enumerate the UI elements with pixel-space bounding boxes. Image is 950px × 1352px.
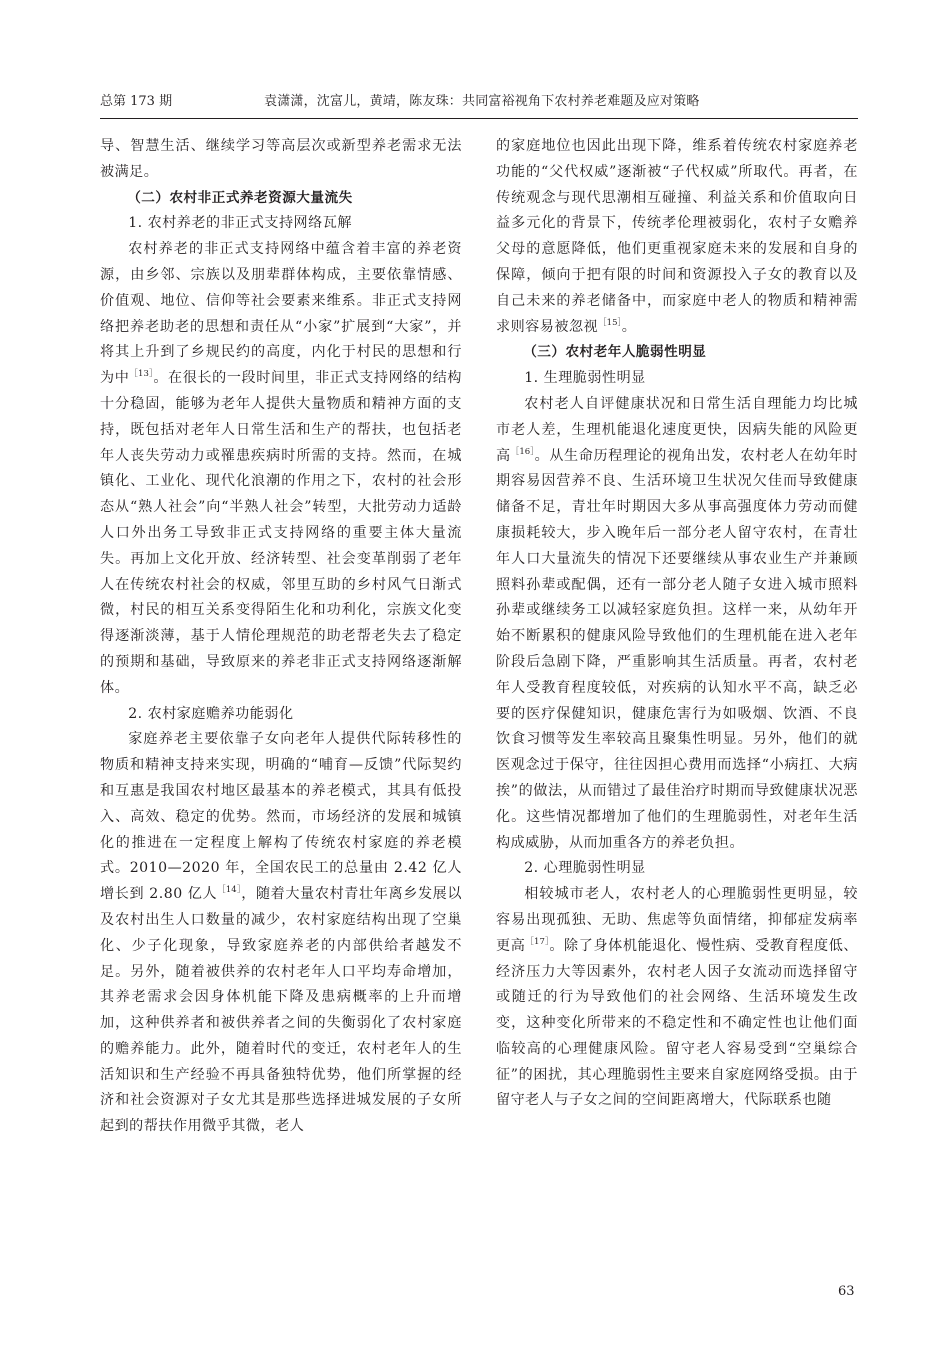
left-column	[100, 134, 462, 1140]
citation-15: ［15］	[598, 317, 622, 328]
paragraph-continuation: 导、智慧生活、继续学习等高层次或新型养老需求无法被满足。	[100, 138, 462, 180]
paragraph-psychological-vulnerability: 相较城市老人，农村老人的心理脆弱性更明显，较容易出现孤独、无助、焦虑等负面情绪，抑郁症发病率更高$^{[17]}$。除了身体机能退化、慢性病、受教育程度低、经济压力大等因素外，农村老人因子女流动而选择留守或随迁的行为导致他们的社会网络、生活环境发生改变，这种变化所带来的不稳定性和不确定性也让他们面临较高的心理健康风险。留守老人容易受到“空巢综合征”的困扰，其心理脆弱性主要来自家庭网络受损。由于留守老人与子女之间的空间距离增大，代际联系也随	[496, 886, 859, 1109]
paragraph-physical-vulnerability: 农村老人自评健康状况和日常生活自理能力均比城市老人差，生理机能退化速度更快，因病失能的风险更高$^{[16]}$。从生命历程理论的视角出发，农村老人在幼年时期容易因营养不良、生活环境卫生状况欠佳而导致健康储备不足，青壮年时期因大多从事高强度体力劳动而健康损耗较大，步入晚年后一部分老人留守农村，在青壮年人口大量流失的情况下还要继续从事农业生产并兼顾照料孙辈或配偶，还有一部分老人随子女进入城市照料孙辈或继续务工以减轻家庭负担。这样一来，从幼年开始不断累积的健康风险导致他们的生理机能在进入老年阶段后急剧下降，严重影响其生活质量。再者，农村老年人受教育程度较低，对疾病的认知水平不高，缺乏必要的医疗保健知识，健康危害行为如吸烟、饮酒、不良饮食习惯等发生率较高且聚集性明显。另外，他们的就医观念过于保守，往往因担心费用而选择“小病扛、大病挨”的做法，从而错过了最佳治疗时期而导致健康状况恶化。这些情况都增加了他们的生理脆弱性，对老年生活构成威胁，从而加重各方的养老负担。	[496, 395, 859, 851]
citation-16: ［16］	[510, 446, 535, 457]
subsection-heading-2-1: 1. 农村养老的非正式支持网络瓦解	[128, 215, 352, 232]
paragraph-informal-network: 农村养老的非正式支持网络中蕴含着丰富的养老资源，由乡邻、宗族以及朋辈群体构成，主要依靠情感、价值观、地位、信仰等社会要素来维系。非正式支持网络把养老助老的思想和责任从“小家”扩展到“大家”，并将其上升到了乡规民约的高度，内化于村民的思想和行为中$^{[13]}$。在很长的一段时间里，非正式支持网络的结构十分稳固，能够为老年人提供大量物质和精神方面的支持，既包括对老年人日常生活和生产的帮扶，也包括老年人丧失劳动力或罹患疾病时所需的支持。然而，在城镇化、工业化、现代化浪潮的作用之下，农村的社会形态从“熟人社会”向“半熟人社会”转型，大批劳动力适龄人口外出务工导致非正式支持网络的重要主体大量流失。再加上文化开放、经济转型、社会变革削弱了老年人在传统农村社会的权威，邻里互助的乡村风气日渐式微，村民的相互关系变得陌生化和功利化，宗族文化变得逐渐淡薄，基于人情伦理规范的助老帮老失去了稳定的预期和基础，导致原来的养老非正式支持网络逐渐解体。	[100, 241, 463, 696]
citation-13: ［13］	[129, 369, 154, 380]
running-header	[100, 88, 850, 116]
subsection-heading-3-1: 1. 生理脆弱性明显	[524, 370, 646, 387]
section-heading-2: （二）农村非正式养老资源大量流失	[127, 189, 353, 206]
subsection-heading-3-2: 2. 心理脆弱性明显	[524, 860, 646, 877]
paragraph-continuation-right: 的家庭地位也因此出现下降，维系着传统农村家庭养老功能的“父代权威”逐渐被“子代权威”所取代。再者，在传统观念与现代思潮相互碰撞、利益关系和价值取向日益多元化的背景下，传统孝伦理被弱化，农村子女赡养父母的意愿降低，他们更重视家庭未来的发展和自身的保障，倾向于把有限的时间和资源投入子女的教育以及自己未来的养老储备中，而家庭中老人的物质和精神需求则容易被忽视$^{[15]}$。	[496, 138, 858, 335]
issue-number: 总第 173 期	[100, 94, 173, 109]
header-rule	[100, 118, 858, 119]
right-column	[496, 134, 858, 1114]
citation-17: ［17］	[525, 936, 550, 947]
running-title: 袁潇潇，沈富儿，黄靖，陈友珠：共同富裕视角下农村养老难题及应对策略	[264, 94, 700, 109]
subsection-heading-2-2: 2. 农村家庭赡养功能弱化	[128, 705, 294, 722]
paragraph-family-support: 家庭养老主要依靠子女向老年人提供代际转移性的物质和精神支持来实现，明确的“哺育—反馈”代际契约和互惠是我国农村地区最基本的养老模式，其具有低投入、高效、稳定的优势。然而，市场经济的发展和城镇化的推进在一定程度上解构了传统农村家庭的养老模式。2010—2020 年，全国农民工的总量由 2.42 亿人增长到 2.80 亿人$^{[14]}$，随着大量农村青壮年离乡发展以及农村出生人口数量的减少，农村家庭结构出现了空巢化、少子化现象，导致家庭养老的内部供给者越发不足。另外，随着被供养的农村老年人口平均寿命增加，其养老需求会因身体机能下降及患病概率的上升而增加，这种供养者和被供养者之间的失衡弱化了农村家庭的赡养能力。此外，随着时代的变迁，农村老年人的生活知识和生产经验不再具备独特优势，他们所掌握的经济和社会资源对子女尤其是那些选择进城发展的子女所起到的帮扶作用微乎其微，老人	[100, 731, 462, 1135]
section-heading-3: （三）农村老年人脆弱性明显	[523, 344, 707, 361]
page-number: 63	[838, 1284, 855, 1299]
citation-14: ［14］	[217, 885, 242, 896]
